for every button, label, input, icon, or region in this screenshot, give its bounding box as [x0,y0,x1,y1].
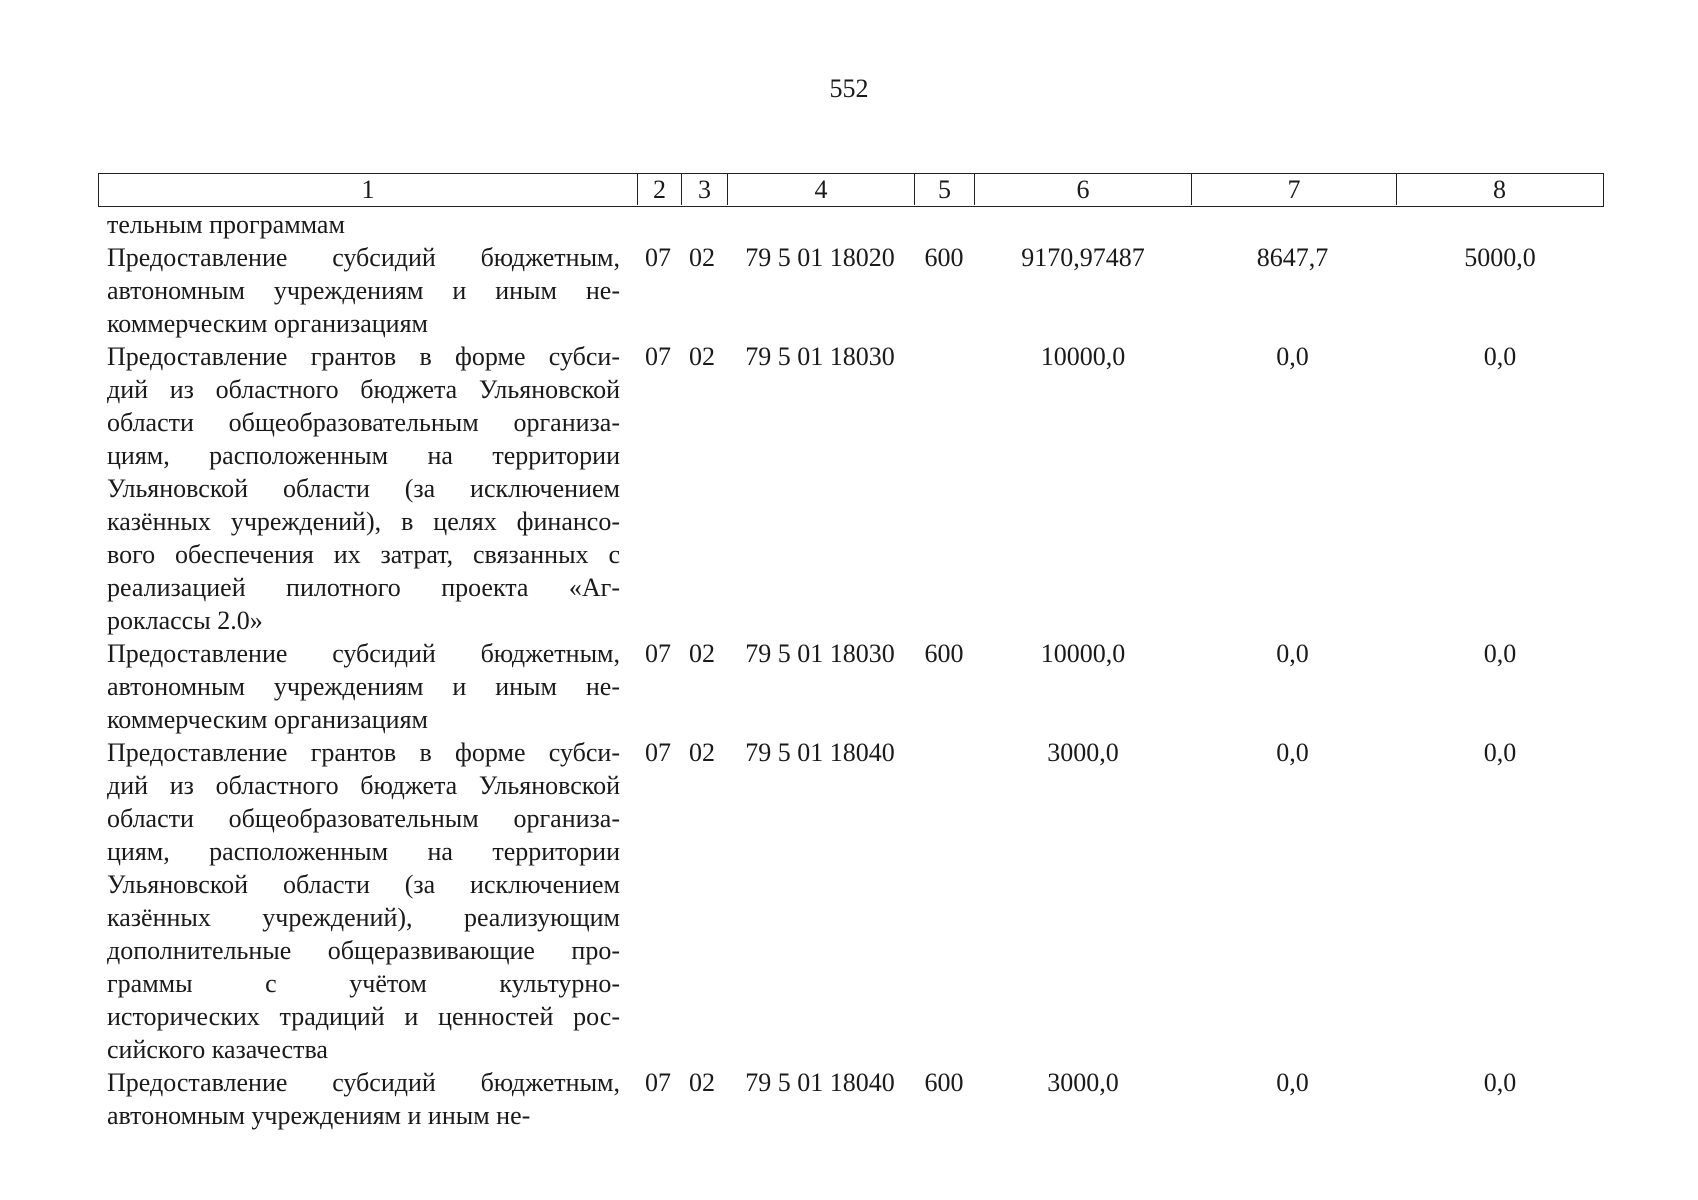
row-description [107,241,620,340]
cell-col-4: 79 5 01 18030 [745,639,895,668]
cell-col-6: 3000,0 [1047,738,1119,767]
page-number: 552 [829,74,869,103]
cell-col-8: 0,0 [1483,342,1517,371]
description-line: Предоставление грантов в форме субси- [107,342,620,371]
cell-col-8: 0,0 [1483,639,1517,668]
table-row [0,340,1698,637]
header-col-6: 6 [974,174,1191,205]
description-line: вого обеспечения их затрат, связанных с [107,540,620,569]
cell-col-2: 07 [645,342,671,371]
header-col-3: 3 [681,174,727,205]
cell-col-3: 02 [689,738,715,767]
cell-col-4: 79 5 01 18040 [745,1068,895,1097]
header-col-1: 1 [361,175,375,204]
description-line: сийского казачества [107,1035,328,1064]
cell-col-7: 0,0 [1276,639,1309,668]
description-line: Предоставление субсидий бюджетным, [107,639,620,668]
cell-col-7: 0,0 [1276,1068,1309,1097]
table-header [98,173,1604,207]
table-row [0,241,1698,340]
row-description [107,736,620,1066]
description-line: реализацией пилотного проекта «Аг- [107,573,620,602]
description-line: казённых учреждений), реализующим [107,903,620,932]
cell-col-6: 10000,0 [1040,342,1126,371]
cell-col-8: 0,0 [1483,1068,1517,1097]
cell-col-7: 0,0 [1276,342,1309,371]
description-line: циям, расположенным на территории [107,441,620,470]
table-row [0,637,1698,736]
cell-col-2: 07 [645,1068,671,1097]
description-line: дий из областного бюджета Ульяновской [107,375,620,404]
cell-col-8: 0,0 [1483,738,1517,767]
cell-col-6: 10000,0 [1040,639,1126,668]
cell-col-4: 79 5 01 18030 [745,342,895,371]
cell-col-4: 79 5 01 18040 [745,738,895,767]
description-line: Предоставление грантов в форме субси- [107,738,620,767]
cell-col-7: 0,0 [1276,738,1309,767]
table-row [0,736,1698,1066]
cell-col-3: 02 [689,243,715,272]
description-line: коммерческим организациям [107,309,429,338]
header-col-4: 4 [727,174,914,205]
cell-col-6: 9170,97487 [1021,243,1145,272]
description-line: казённых учреждений), в целях финансо- [107,507,620,536]
description-line: циям, расположенным на территории [107,837,620,866]
description-line: Предоставление субсидий бюджетным, [107,243,620,272]
cell-col-3: 02 [689,342,715,371]
table-row [0,1066,1698,1132]
description-line: коммерческим организациям [107,705,429,734]
description-line: области общеобразовательным организа- [107,408,620,437]
cell-col-5: 600 [924,639,964,668]
description-line: области общеобразовательным организа- [107,804,620,833]
cell-col-6: 3000,0 [1047,1068,1119,1097]
cell-col-3: 02 [689,1068,715,1097]
cell-col-5: 600 [924,243,964,272]
row-description [107,340,620,637]
description-line: Предоставление субсидий бюджетным, [107,1068,620,1097]
description-line: автономным учреждениям и иным не- [107,1101,531,1130]
cell-col-5: 600 [924,1068,964,1097]
header-col-7: 7 [1191,174,1396,205]
continuation-text: тельным программам [107,210,345,239]
cell-col-2: 07 [645,738,671,767]
description-line: дополнительные общеразвивающие про- [107,936,620,965]
cell-col-4: 79 5 01 18020 [745,243,895,272]
description-line: автономным учреждениям и иным не- [107,672,620,701]
row-description [107,637,620,736]
header-col-8: 8 [1396,174,1602,205]
header-col-2: 2 [637,174,681,205]
description-line: автономным учреждениям и иным не- [107,276,620,305]
description-line: исторических традиций и ценностей рос- [107,1002,620,1031]
cell-col-2: 07 [645,243,671,272]
cell-col-8: 5000,0 [1464,243,1536,272]
header-col-5: 5 [914,174,974,205]
description-line: Ульяновской области (за исключением [107,474,620,503]
cell-col-3: 02 [689,639,715,668]
description-line: дий из областного бюджета Ульяновской [107,771,620,800]
description-line: граммы с учётом культурно- [107,969,620,998]
description-line: Ульяновской области (за исключением [107,870,620,899]
cell-col-2: 07 [645,639,671,668]
row-description [107,1066,620,1132]
description-line: роклассы 2.0» [107,606,263,635]
cell-col-7: 8647,7 [1256,243,1329,272]
